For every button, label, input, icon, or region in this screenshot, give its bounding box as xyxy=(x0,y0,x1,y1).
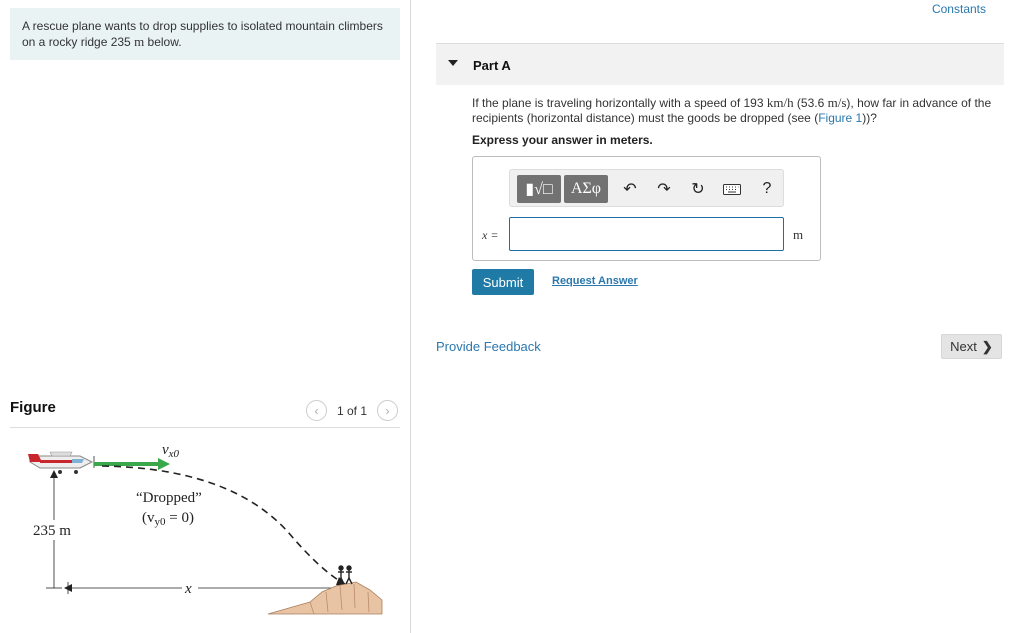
part-title: Part A xyxy=(473,58,511,73)
chevron-right-icon[interactable]: › xyxy=(377,400,398,421)
reset-icon[interactable]: ↻ xyxy=(691,181,705,198)
next-button[interactable] xyxy=(941,334,1002,359)
help-icon: ? xyxy=(762,180,772,197)
figure-header xyxy=(10,398,400,428)
submit-button[interactable]: Submit xyxy=(472,269,534,295)
height-label: 235 m xyxy=(33,523,71,539)
collapse-caret-icon[interactable] xyxy=(448,60,458,66)
redo-icon[interactable]: ↷ xyxy=(657,181,671,198)
chevron-right-icon: ❯ xyxy=(981,338,993,354)
figure-image xyxy=(10,432,400,632)
chevron-left-icon[interactable]: ‹ xyxy=(306,400,327,421)
keyboard-icon[interactable] xyxy=(719,176,745,202)
help-button[interactable] xyxy=(754,176,780,202)
question-text xyxy=(472,95,997,126)
speed-unit-kmh: km/h xyxy=(766,95,794,110)
question-segment: ), how far in advance of the recipients (horizontal distance) must the goods be dropped (see ( xyxy=(472,96,992,125)
constants-link[interactable]: Constants xyxy=(931,2,986,16)
initial-condition-label: $(v_{y0} = 0)$ xyxy=(142,510,194,528)
intro-text-end: below. xyxy=(144,35,182,49)
symbols-button[interactable] xyxy=(564,175,608,203)
templates-icon: ▮√□ xyxy=(525,181,553,198)
question-segment: ))? xyxy=(862,111,877,125)
figure-page-count: 1 of 1 xyxy=(336,403,367,418)
dropped-label: “Dropped” xyxy=(136,490,202,506)
figure-link[interactable]: Figure 1 xyxy=(818,111,863,125)
distance-label: x xyxy=(185,581,192,597)
part-a-header[interactable] xyxy=(436,44,1004,85)
velocity-label: $v_{x0}$ xyxy=(162,442,180,460)
trajectory-path xyxy=(102,466,345,584)
figure-pager xyxy=(306,400,398,421)
answer-unit: m xyxy=(793,227,804,242)
plane-illustration xyxy=(28,452,94,474)
mountain-ridge xyxy=(268,582,382,614)
speed-unit-ms: m/s xyxy=(827,95,847,110)
question-segment: If the plane is traveling horizontally with a speed of 193 xyxy=(472,96,767,110)
left-pane xyxy=(0,0,411,633)
answer-variable-label: x = xyxy=(482,228,499,242)
figure-title: Figure xyxy=(10,399,56,416)
intro-unit: m xyxy=(134,34,145,49)
answer-instruction: Express your answer in meters. xyxy=(472,133,653,147)
problem-intro xyxy=(10,8,400,60)
undo-icon[interactable]: ↶ xyxy=(623,181,637,198)
symbols-label: ΑΣφ xyxy=(570,180,602,197)
climbers-illustration xyxy=(338,566,352,584)
templates-button[interactable] xyxy=(517,175,561,203)
answer-input[interactable] xyxy=(509,217,784,251)
next-label: Next xyxy=(950,339,977,354)
answer-box xyxy=(472,156,821,261)
provide-feedback-link[interactable]: Provide Feedback xyxy=(436,339,541,354)
intro-text: A rescue plane wants to drop supplies to isolated mountain climbers on a rocky ridge 235 xyxy=(22,19,383,49)
question-segment: (53.6 xyxy=(793,96,828,110)
math-toolbar xyxy=(509,169,784,207)
request-answer-link[interactable]: Request Answer xyxy=(552,275,638,287)
